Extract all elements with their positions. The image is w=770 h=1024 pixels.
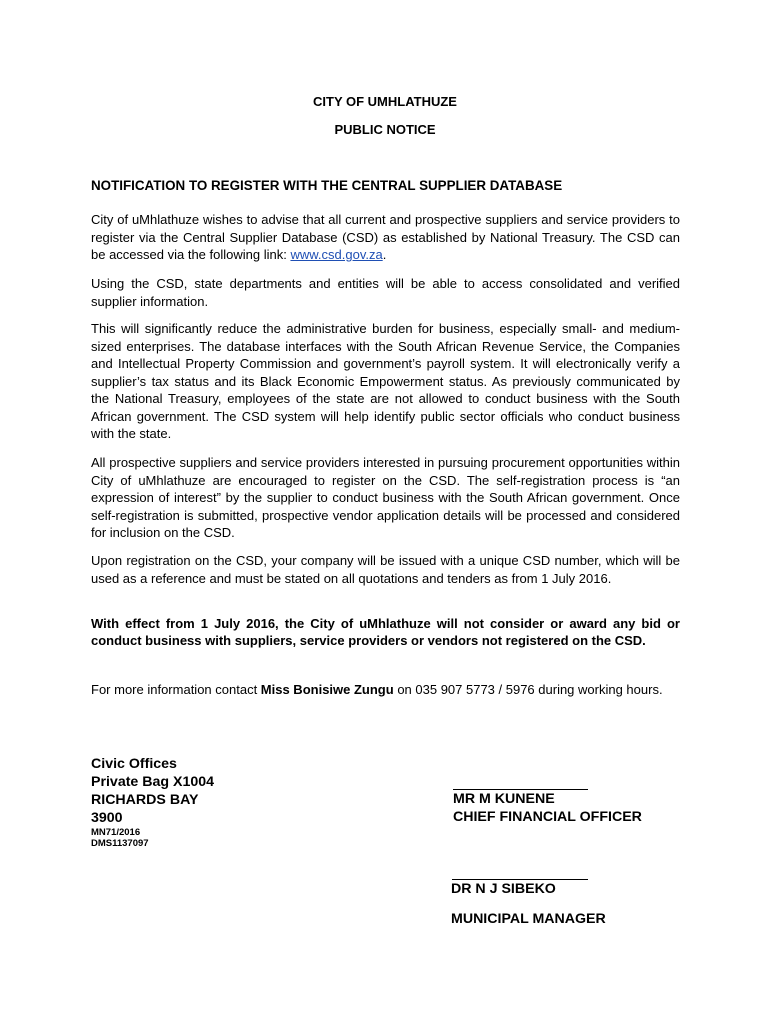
address-line: Private Bag X1004 [91, 774, 215, 790]
paragraph-intro-text: City of uMhlathuze wishes to advise that all current and prospective suppliers and service providers to register via the Central Supplier Database (CSD) as established by National Treasury. The CSD can be accessed via the following link: [91, 212, 680, 262]
paragraph-intro [91, 211, 680, 264]
paragraph-effective-date: With effect from 1 July 2016, the City of uMhlathuze will not consider or award any bid or conduct business with suppliers, service providers or vendors not registered on the CSD. [91, 616, 680, 648]
paragraph-contact [91, 681, 680, 699]
paragraph-csd-number: Upon registration on the CSD, your company will be issued with a unique CSD number, which will be used as a reference and must be stated on all quotations and tenders as from 1 July 2016. [91, 553, 680, 586]
address-block [91, 755, 214, 849]
reference-number: DMS1137097 [91, 838, 149, 849]
mm-name: DR N J SIBEKO [451, 881, 556, 897]
contact-text-start: For more information contact [91, 682, 261, 697]
contact-text-end: on 035 907 5773 / 5976 during working hours. [393, 682, 663, 697]
contact-person: Miss Bonisiwe Zungu [260, 682, 394, 697]
mm-signature-line [452, 879, 588, 880]
csd-link[interactable]: www.csd.gov.za [290, 247, 383, 262]
organization-title: CITY OF UMHLATHUZE [313, 94, 457, 109]
paragraph-csd-access: Using the CSD, state departments and entities will be able to access consolidated and verified supplier information. [91, 276, 680, 309]
paragraph-registration: All prospective suppliers and service providers interested in pursuing procurement opportunities within City of uMhlathuze are encouraged to register on the CSD. The self-registration process is “an expression of interest” by the supplier to conduct business with the South African government. Once self-registration is submitted, prospective vendor application details will be processed and considered for inclusion on the CSD. [91, 455, 680, 540]
reference-number: MN71/2016 [91, 827, 141, 838]
address-line: RICHARDS BAY [91, 792, 199, 808]
paragraph-intro-end: . [382, 247, 387, 262]
paragraph-burden: This will significantly reduce the administrative burden for business, especially small- and medium-sized enterprises. The database interfaces with the South African Revenue Service, the Companies and Intellectual Property Commission and government’s payroll system. It will electronically verify a supplier’s tax status and its Black Economic Empowerment status. As previously communicated by the National Treasury, employees of the state are not allowed to conduct business with the South African government. The CSD system will help identify public sector officials who conduct business with the state. [91, 321, 680, 441]
cfo-signature-line [453, 789, 588, 790]
address-line: Civic Offices [91, 756, 177, 772]
address-line: 3900 [91, 810, 123, 826]
notice-title: PUBLIC NOTICE [334, 122, 436, 137]
cfo-title: CHIEF FINANCIAL OFFICER [453, 809, 642, 825]
notice-heading: NOTIFICATION TO REGISTER WITH THE CENTRAL SUPPLIER DATABASE [91, 178, 563, 193]
cfo-name: MR M KUNENE [453, 791, 555, 807]
mm-title: MUNICIPAL MANAGER [451, 911, 606, 927]
